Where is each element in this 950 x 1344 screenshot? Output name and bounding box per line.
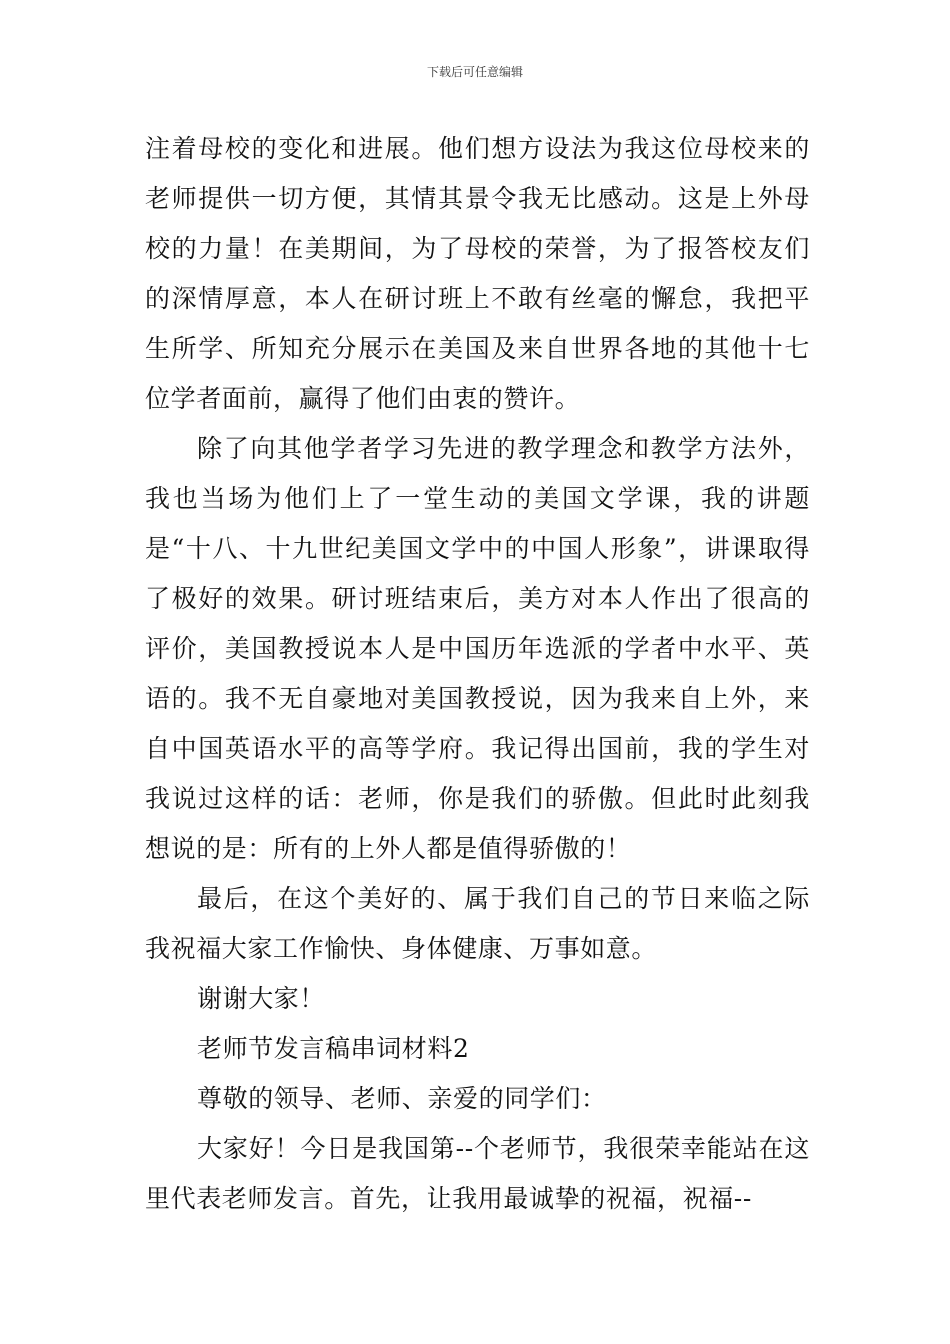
header-note: 下载后可任意编辑 (426, 65, 523, 79)
paragraph-thanks: 谢谢大家！ (197, 984, 326, 1013)
paragraph-continuation: 注着母校的变化和进展。他们想方设法为我这位母校来的老师提供一切方便，其情其景令我无比感动。这是上外母校的力量！在美期间，为了母校的荣誉，为了报答校友们的深情厚意，本人在研讨班上不敢有丝毫的懈怠，我把平生所学、所知充分展示在美国及来自世界各地的其他十七位学者面前，赢得了他们由衷的赞许。 (145, 134, 810, 413)
paragraph-lecture: 除了向其他学者学习先进的教学理念和教学方法外，我也当场为他们上了一堂生动的美国文学课，我的讲题是“十八、十九世纪美国文学中的中国人形象”，讲课取得了极好的效果。研讨班结束后，美方对本人作出了很高的评价，美国教授说本人是中国历年选派的学者中水平、英语的。我不无自豪地对美国教授说，因为我来自上外，来自中国英语水平的高等学府。我记得出国前，我的学生对我说过这样的话：老师，你是我们的骄傲。但此时此刻我想说的是：所有的上外人都是值得骄傲的！ (145, 434, 810, 863)
salutation: 尊敬的领导、老师、亲爱的同学们： (197, 1084, 607, 1113)
document-body (145, 124, 810, 1224)
paragraph-closing-wishes: 最后，在这个美好的、属于我们自己的节日来临之际我祝福大家工作愉快、身体健康、万事如意。 (145, 884, 810, 963)
section-title: 老师节发言稿串词材料2 (197, 1034, 470, 1063)
paragraph-greeting: 大家好！今日是我国第--个老师节，我很荣幸能站在这里代表老师发言。首先，让我用最诚挚的祝福，祝福-- (145, 1134, 810, 1213)
